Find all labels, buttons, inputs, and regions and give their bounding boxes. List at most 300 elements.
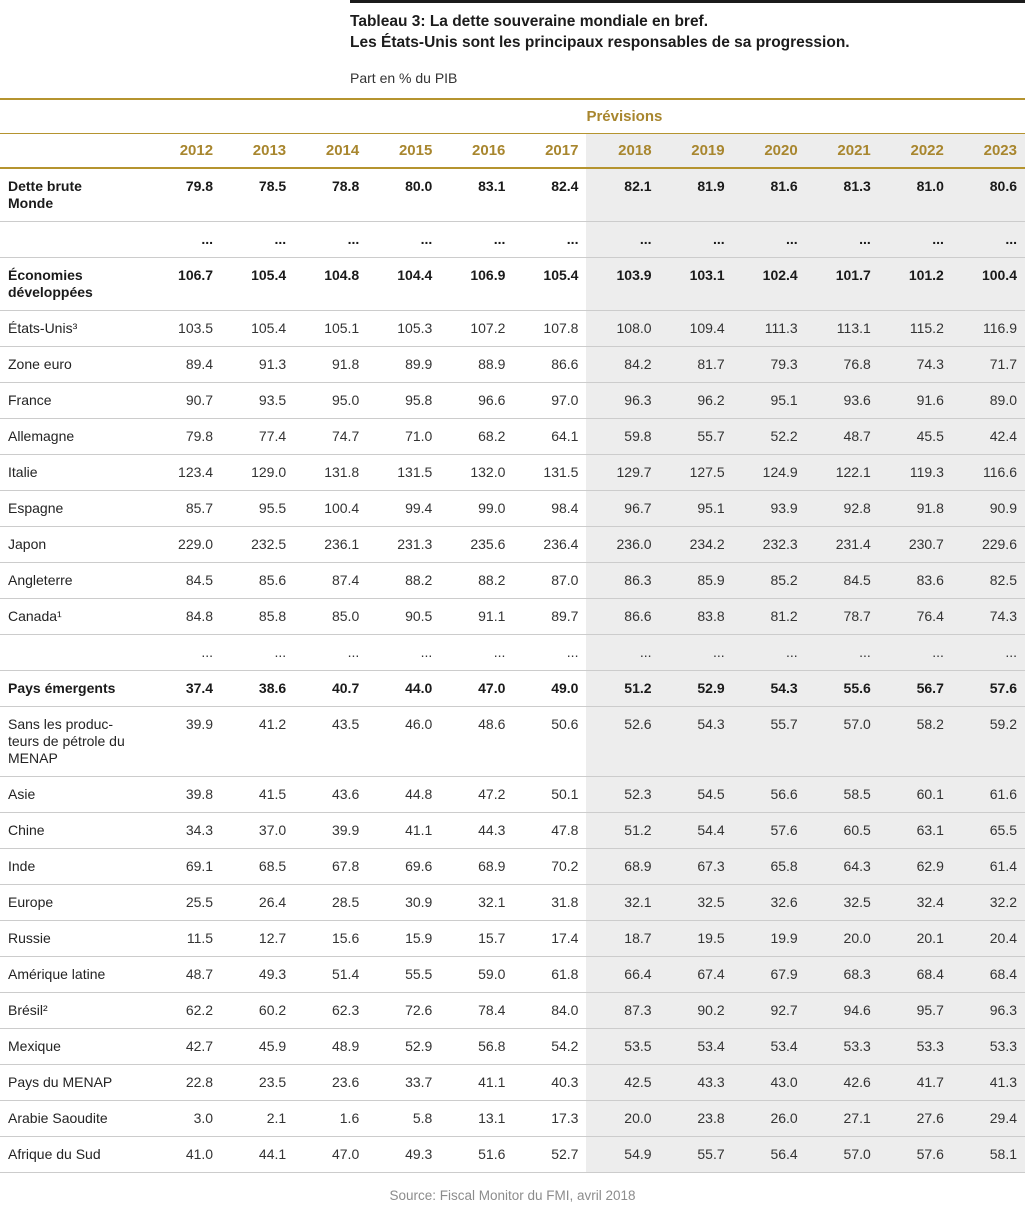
- row-label-line: Canada¹: [8, 608, 62, 624]
- value-cell: 53.4: [660, 1029, 733, 1065]
- value-cell: ...: [148, 635, 221, 671]
- value-cell: 99.4: [367, 491, 440, 527]
- value-cell: ...: [733, 222, 806, 258]
- value-cell: 91.8: [879, 491, 952, 527]
- value-cell: 25.5: [148, 885, 221, 921]
- value-cell: 61.6: [952, 777, 1025, 813]
- value-cell: 32.1: [440, 885, 513, 921]
- value-cell: 54.5: [660, 777, 733, 813]
- value-cell: ...: [367, 635, 440, 671]
- value-cell: 5.8: [367, 1101, 440, 1137]
- row-label: [0, 491, 148, 527]
- column-header-2020: 2020: [733, 134, 806, 169]
- value-cell: 96.3: [952, 993, 1025, 1029]
- value-cell: 95.1: [733, 383, 806, 419]
- value-cell: 229.6: [952, 527, 1025, 563]
- table-row: [0, 347, 1025, 383]
- value-cell: 107.8: [513, 311, 586, 347]
- row-label: [0, 563, 148, 599]
- value-cell: 78.7: [806, 599, 879, 635]
- value-cell: 236.0: [586, 527, 659, 563]
- value-cell: 32.5: [660, 885, 733, 921]
- value-cell: 131.8: [294, 455, 367, 491]
- value-cell: 53.3: [879, 1029, 952, 1065]
- value-cell: 57.6: [879, 1137, 952, 1173]
- sovereign-debt-table: [0, 98, 1025, 1173]
- value-cell: 23.6: [294, 1065, 367, 1101]
- value-cell: 232.3: [733, 527, 806, 563]
- value-cell: 56.7: [879, 671, 952, 707]
- value-cell: 87.0: [513, 563, 586, 599]
- value-cell: 40.3: [513, 1065, 586, 1101]
- value-cell: 231.3: [367, 527, 440, 563]
- value-cell: 55.7: [733, 707, 806, 777]
- column-header-2018: 2018: [586, 134, 659, 169]
- value-cell: 93.5: [221, 383, 294, 419]
- value-cell: 82.1: [586, 168, 659, 222]
- value-cell: 89.7: [513, 599, 586, 635]
- row-label-line: MENAP: [8, 750, 58, 766]
- column-header-2013: 2013: [221, 134, 294, 169]
- value-cell: 92.7: [733, 993, 806, 1029]
- value-cell: 87.4: [294, 563, 367, 599]
- value-cell: 55.5: [367, 957, 440, 993]
- value-cell: 97.0: [513, 383, 586, 419]
- year-header-row: [0, 134, 1025, 169]
- row-label: [0, 168, 148, 222]
- value-cell: 12.7: [221, 921, 294, 957]
- table-row: [0, 921, 1025, 957]
- value-cell: 55.6: [806, 671, 879, 707]
- forecast-header-row: [0, 99, 1025, 134]
- value-cell: 85.0: [294, 599, 367, 635]
- value-cell: 104.4: [367, 258, 440, 311]
- value-cell: 20.0: [586, 1101, 659, 1137]
- column-header-2023: 2023: [952, 134, 1025, 169]
- value-cell: ...: [879, 635, 952, 671]
- forecast-group-header: Prévisions: [586, 99, 1025, 134]
- value-cell: 116.9: [952, 311, 1025, 347]
- value-cell: 84.2: [586, 347, 659, 383]
- value-cell: 78.5: [221, 168, 294, 222]
- row-label: [0, 1137, 148, 1173]
- value-cell: 81.2: [733, 599, 806, 635]
- value-cell: 57.6: [733, 813, 806, 849]
- value-cell: 236.1: [294, 527, 367, 563]
- value-cell: 53.5: [586, 1029, 659, 1065]
- value-cell: 44.1: [221, 1137, 294, 1173]
- value-cell: 37.0: [221, 813, 294, 849]
- value-cell: 56.8: [440, 1029, 513, 1065]
- value-cell: 90.2: [660, 993, 733, 1029]
- value-cell: 127.5: [660, 455, 733, 491]
- value-cell: 42.4: [952, 419, 1025, 455]
- value-cell: 96.3: [586, 383, 659, 419]
- value-cell: 49.3: [367, 1137, 440, 1173]
- value-cell: 91.8: [294, 347, 367, 383]
- table-row: [0, 849, 1025, 885]
- row-label: [0, 1065, 148, 1101]
- value-cell: 32.2: [952, 885, 1025, 921]
- value-cell: 91.1: [440, 599, 513, 635]
- value-cell: 95.5: [221, 491, 294, 527]
- value-cell: ...: [586, 635, 659, 671]
- value-cell: 91.6: [879, 383, 952, 419]
- table-row: [0, 491, 1025, 527]
- value-cell: 58.5: [806, 777, 879, 813]
- value-cell: 68.3: [806, 957, 879, 993]
- value-cell: ...: [148, 222, 221, 258]
- value-cell: 46.0: [367, 707, 440, 777]
- row-label-line: Inde: [8, 858, 36, 874]
- value-cell: 29.4: [952, 1101, 1025, 1137]
- value-cell: 49.3: [221, 957, 294, 993]
- value-cell: 83.8: [660, 599, 733, 635]
- value-cell: 52.6: [586, 707, 659, 777]
- value-cell: 107.2: [440, 311, 513, 347]
- value-cell: 54.9: [586, 1137, 659, 1173]
- value-cell: 236.4: [513, 527, 586, 563]
- value-cell: 96.2: [660, 383, 733, 419]
- value-cell: 44.0: [367, 671, 440, 707]
- value-cell: 70.2: [513, 849, 586, 885]
- value-cell: 71.0: [367, 419, 440, 455]
- column-header-2016: 2016: [440, 134, 513, 169]
- source-note: Source: Fiscal Monitor du FMI, avril 2018: [389, 1188, 636, 1203]
- value-cell: ...: [733, 635, 806, 671]
- value-cell: 95.8: [367, 383, 440, 419]
- row-label: [0, 813, 148, 849]
- table-row: [0, 383, 1025, 419]
- value-cell: 43.6: [294, 777, 367, 813]
- column-header-2012: 2012: [148, 134, 221, 169]
- value-cell: 234.2: [660, 527, 733, 563]
- value-cell: 104.8: [294, 258, 367, 311]
- value-cell: 81.7: [660, 347, 733, 383]
- value-cell: 229.0: [148, 527, 221, 563]
- value-cell: ...: [513, 222, 586, 258]
- value-cell: 42.7: [148, 1029, 221, 1065]
- value-cell: ...: [294, 222, 367, 258]
- value-cell: 57.6: [952, 671, 1025, 707]
- value-cell: 58.2: [879, 707, 952, 777]
- value-cell: 17.3: [513, 1101, 586, 1137]
- table-row: [0, 707, 1025, 777]
- value-cell: 61.4: [952, 849, 1025, 885]
- value-cell: 103.9: [586, 258, 659, 311]
- value-cell: ...: [660, 635, 733, 671]
- value-cell: 96.6: [440, 383, 513, 419]
- value-cell: ...: [952, 635, 1025, 671]
- row-label-line: Dette brute: [8, 178, 82, 194]
- row-label: [0, 957, 148, 993]
- value-cell: 76.4: [879, 599, 952, 635]
- value-cell: 32.1: [586, 885, 659, 921]
- value-cell: 51.6: [440, 1137, 513, 1173]
- value-cell: 89.9: [367, 347, 440, 383]
- value-cell: 23.8: [660, 1101, 733, 1137]
- value-cell: 56.4: [733, 1137, 806, 1173]
- table-row: [0, 258, 1025, 311]
- value-cell: 95.7: [879, 993, 952, 1029]
- value-cell: 57.0: [806, 1137, 879, 1173]
- value-cell: 54.3: [733, 671, 806, 707]
- column-header-2021: 2021: [806, 134, 879, 169]
- row-label-line: teurs de pétrole du: [8, 733, 125, 749]
- value-cell: 85.6: [221, 563, 294, 599]
- row-label-line: Économies: [8, 267, 83, 283]
- row-label: [0, 993, 148, 1029]
- value-cell: 1.6: [294, 1101, 367, 1137]
- table-row: [0, 1029, 1025, 1065]
- value-cell: 131.5: [367, 455, 440, 491]
- value-cell: 48.6: [440, 707, 513, 777]
- value-cell: 42.6: [806, 1065, 879, 1101]
- value-cell: 57.0: [806, 707, 879, 777]
- row-label-line: Italie: [8, 464, 38, 480]
- value-cell: 95.0: [294, 383, 367, 419]
- value-cell: 66.4: [586, 957, 659, 993]
- value-cell: 88.2: [367, 563, 440, 599]
- row-label-line: Espagne: [8, 500, 64, 516]
- value-cell: 84.5: [148, 563, 221, 599]
- table-title-line2: Les États-Unis sont les principaux responsables de sa progression.: [350, 34, 850, 51]
- value-cell: 23.5: [221, 1065, 294, 1101]
- value-cell: 52.9: [367, 1029, 440, 1065]
- value-cell: 26.4: [221, 885, 294, 921]
- value-cell: 78.4: [440, 993, 513, 1029]
- value-cell: 129.0: [221, 455, 294, 491]
- value-cell: 122.1: [806, 455, 879, 491]
- row-label: [0, 885, 148, 921]
- value-cell: 232.5: [221, 527, 294, 563]
- value-cell: ...: [221, 635, 294, 671]
- value-cell: 33.7: [367, 1065, 440, 1101]
- value-cell: 90.7: [148, 383, 221, 419]
- value-cell: 58.1: [952, 1137, 1025, 1173]
- value-cell: 69.1: [148, 849, 221, 885]
- value-cell: 41.0: [148, 1137, 221, 1173]
- value-cell: 115.2: [879, 311, 952, 347]
- value-cell: 74.3: [952, 599, 1025, 635]
- value-cell: 68.4: [952, 957, 1025, 993]
- value-cell: 62.2: [148, 993, 221, 1029]
- value-cell: ...: [367, 222, 440, 258]
- value-cell: 79.8: [148, 419, 221, 455]
- value-cell: 86.6: [513, 347, 586, 383]
- value-cell: 65.5: [952, 813, 1025, 849]
- table-row: [0, 993, 1025, 1029]
- value-cell: 235.6: [440, 527, 513, 563]
- value-cell: 88.2: [440, 563, 513, 599]
- value-cell: 43.5: [294, 707, 367, 777]
- value-cell: ...: [806, 635, 879, 671]
- value-cell: 48.7: [806, 419, 879, 455]
- value-cell: 91.3: [221, 347, 294, 383]
- value-cell: 123.4: [148, 455, 221, 491]
- value-cell: 32.5: [806, 885, 879, 921]
- row-label: [0, 635, 148, 671]
- row-label-line: Europe: [8, 894, 54, 910]
- value-cell: 129.7: [586, 455, 659, 491]
- value-cell: 71.7: [952, 347, 1025, 383]
- value-cell: 39.8: [148, 777, 221, 813]
- value-cell: 26.0: [733, 1101, 806, 1137]
- column-header-2022: 2022: [879, 134, 952, 169]
- row-label-line: Sans les produc-: [8, 716, 114, 732]
- value-cell: 113.1: [806, 311, 879, 347]
- value-cell: 34.3: [148, 813, 221, 849]
- value-cell: 51.4: [294, 957, 367, 993]
- table-row: [0, 671, 1025, 707]
- row-label-line: Allemagne: [8, 428, 75, 444]
- value-cell: 50.6: [513, 707, 586, 777]
- value-cell: 30.9: [367, 885, 440, 921]
- value-cell: 74.7: [294, 419, 367, 455]
- value-cell: 53.4: [733, 1029, 806, 1065]
- forecast-header-spacer: [0, 99, 586, 134]
- value-cell: 2.1: [221, 1101, 294, 1137]
- value-cell: 51.2: [586, 671, 659, 707]
- value-cell: 41.1: [367, 813, 440, 849]
- table-row: [0, 563, 1025, 599]
- row-label-header: [0, 134, 148, 169]
- value-cell: ...: [221, 222, 294, 258]
- row-label: [0, 921, 148, 957]
- table-row: [0, 885, 1025, 921]
- value-cell: ...: [660, 222, 733, 258]
- row-label-line: Afrique du Sud: [8, 1146, 101, 1162]
- table-row: [0, 813, 1025, 849]
- row-label-line: Asie: [8, 786, 36, 802]
- value-cell: 19.9: [733, 921, 806, 957]
- column-header-2015: 2015: [367, 134, 440, 169]
- value-cell: 15.7: [440, 921, 513, 957]
- value-cell: 105.3: [367, 311, 440, 347]
- value-cell: 86.3: [586, 563, 659, 599]
- value-cell: 100.4: [952, 258, 1025, 311]
- table-row: [0, 957, 1025, 993]
- row-label-line: Russie: [8, 930, 51, 946]
- value-cell: 41.7: [879, 1065, 952, 1101]
- value-cell: 32.4: [879, 885, 952, 921]
- value-cell: 83.6: [879, 563, 952, 599]
- table-row: [0, 599, 1025, 635]
- row-label-line: Pays du MENAP: [8, 1074, 113, 1090]
- value-cell: 105.1: [294, 311, 367, 347]
- value-cell: 85.7: [148, 491, 221, 527]
- value-cell: 60.5: [806, 813, 879, 849]
- value-cell: 32.6: [733, 885, 806, 921]
- value-cell: 99.0: [440, 491, 513, 527]
- value-cell: 47.8: [513, 813, 586, 849]
- value-cell: 11.5: [148, 921, 221, 957]
- value-cell: 89.4: [148, 347, 221, 383]
- value-cell: 54.2: [513, 1029, 586, 1065]
- value-cell: 27.6: [879, 1101, 952, 1137]
- value-cell: 52.3: [586, 777, 659, 813]
- value-cell: 105.4: [221, 311, 294, 347]
- row-label: [0, 455, 148, 491]
- value-cell: 61.8: [513, 957, 586, 993]
- value-cell: 60.2: [221, 993, 294, 1029]
- value-cell: 85.9: [660, 563, 733, 599]
- value-cell: 67.3: [660, 849, 733, 885]
- value-cell: 15.9: [367, 921, 440, 957]
- table-row: [0, 222, 1025, 258]
- value-cell: 60.1: [879, 777, 952, 813]
- value-cell: 83.1: [440, 168, 513, 222]
- table-row: [0, 527, 1025, 563]
- value-cell: 44.8: [367, 777, 440, 813]
- row-label-line: France: [8, 392, 52, 408]
- value-cell: 103.1: [660, 258, 733, 311]
- row-label-line: Chine: [8, 822, 45, 838]
- value-cell: 59.0: [440, 957, 513, 993]
- column-header-2019: 2019: [660, 134, 733, 169]
- value-cell: 96.7: [586, 491, 659, 527]
- table-row: [0, 1101, 1025, 1137]
- row-label-line: Angleterre: [8, 572, 73, 588]
- table-row: [0, 1065, 1025, 1101]
- value-cell: 20.1: [879, 921, 952, 957]
- value-cell: 41.3: [952, 1065, 1025, 1101]
- value-cell: 81.0: [879, 168, 952, 222]
- value-cell: 37.4: [148, 671, 221, 707]
- value-cell: 55.7: [660, 419, 733, 455]
- value-cell: 69.6: [367, 849, 440, 885]
- value-cell: 76.8: [806, 347, 879, 383]
- value-cell: 93.6: [806, 383, 879, 419]
- value-cell: 48.9: [294, 1029, 367, 1065]
- value-cell: 119.3: [879, 455, 952, 491]
- row-label: [0, 258, 148, 311]
- row-label: [0, 311, 148, 347]
- value-cell: 41.2: [221, 707, 294, 777]
- value-cell: 103.5: [148, 311, 221, 347]
- value-cell: 72.6: [367, 993, 440, 1029]
- value-cell: 105.4: [513, 258, 586, 311]
- value-cell: 81.6: [733, 168, 806, 222]
- row-label-line: Mexique: [8, 1038, 61, 1054]
- row-label: [0, 347, 148, 383]
- value-cell: ...: [294, 635, 367, 671]
- row-label: [0, 222, 148, 258]
- value-cell: 131.5: [513, 455, 586, 491]
- value-cell: 42.5: [586, 1065, 659, 1101]
- value-cell: 48.7: [148, 957, 221, 993]
- value-cell: 78.8: [294, 168, 367, 222]
- value-cell: 19.5: [660, 921, 733, 957]
- value-cell: 68.2: [440, 419, 513, 455]
- value-cell: 124.9: [733, 455, 806, 491]
- row-label: [0, 777, 148, 813]
- value-cell: 52.9: [660, 671, 733, 707]
- row-label-line: Japon: [8, 536, 47, 552]
- value-cell: 108.0: [586, 311, 659, 347]
- value-cell: 101.2: [879, 258, 952, 311]
- row-label: [0, 671, 148, 707]
- value-cell: 62.9: [879, 849, 952, 885]
- value-cell: 59.8: [586, 419, 659, 455]
- value-cell: 80.6: [952, 168, 1025, 222]
- value-cell: 80.0: [367, 168, 440, 222]
- table-unit-label: Part en % du PIB: [350, 70, 458, 86]
- value-cell: 230.7: [879, 527, 952, 563]
- value-cell: 68.9: [440, 849, 513, 885]
- row-label: [0, 599, 148, 635]
- value-cell: 132.0: [440, 455, 513, 491]
